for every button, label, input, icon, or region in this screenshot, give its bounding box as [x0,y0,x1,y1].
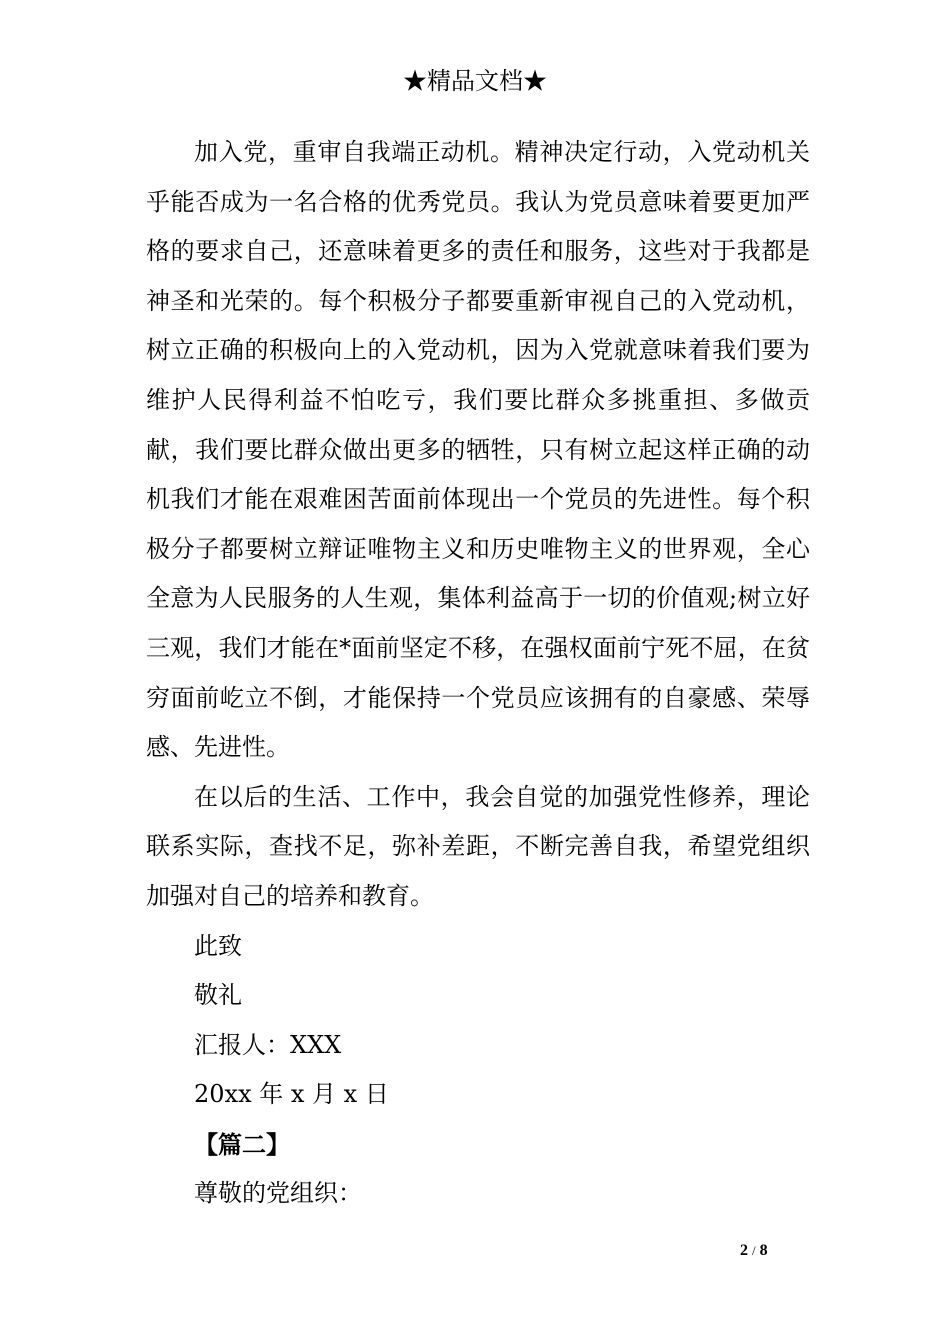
closing-salutation: 此致 [194,931,242,960]
reporter-name: 汇报人：XXX [194,1030,342,1059]
paragraph-commitment: 在以后的生活、工作中，我会自觉的加强党性修养，理论联系实际，查找不足，弥补差距，不断完善自我，希望党组织加强对自己的培养和教育。 [146,782,810,910]
greeting-line: 尊敬的党组织： [194,1179,362,1208]
page-header [0,64,950,98]
page-separator: / [752,1243,756,1258]
total-pages: 8 [759,1242,768,1259]
section-title: 【篇二】 [194,1129,290,1159]
page-number [740,1240,768,1262]
paragraph-motivation: 加入党，重审自我端正动机。精神决定行动，入党动机关乎能否成为一名合格的优秀党员。我认为党员意味着要更加严格的要求自己，还意味着更多的责任和服务，这些对于我都是神圣和光荣的。每个积极分子都要重新审视自己的入党动机，树立正确的积极向上的入党动机，因为入党就意味着我们要为维护人民得利益不怕吃亏，我们要比群众多挑重担、多做贡献，我们要比群众做出更多的牺牲，只有树立起这样正确的动机我们才能在艰难困苦面前体现出一个党员的先进性。每个积极分子都要树立辩证唯物主义和历史唯物主义的世界观，全心全意为人民服务的人生观，集体利益高于一切的价值观;树立好三观，我们才能在*面前坚定不移，在强权面前宁死不屈，在贫穷面前屹立不倒，才能保持一个党员应该拥有的自豪感、荣辱感、先进性。 [146,138,810,762]
current-page: 2 [740,1242,748,1259]
header-title: ★精品文档★ [403,67,547,95]
closing-regards: 敬礼 [194,981,242,1010]
document-body [146,128,810,1219]
report-date: 20xx 年 x 月 x 日 [194,1080,389,1109]
